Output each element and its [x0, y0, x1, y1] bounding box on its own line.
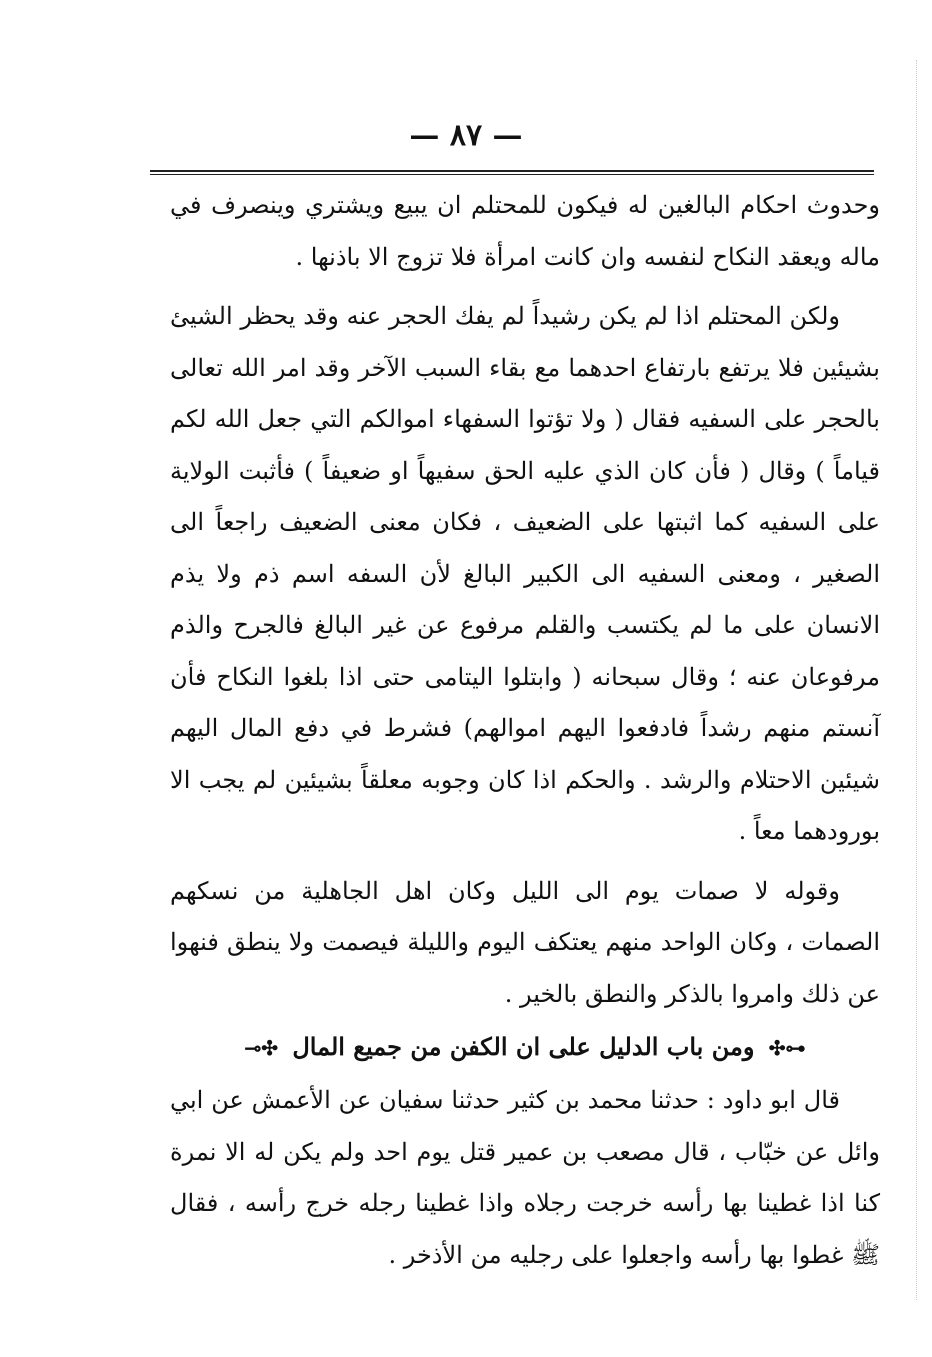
ornament-right-icon: ⊷✣: [768, 1036, 806, 1060]
ornament-left-icon: ✣⊸: [244, 1036, 278, 1060]
header-rule-thin: [150, 174, 874, 175]
paragraph-gap: [170, 283, 880, 291]
body-text: [170, 180, 880, 1281]
page-edge-shadow: [916, 60, 918, 1300]
header-rule: [150, 170, 874, 172]
paragraph-silence: وقوله لا صمات يوم الى الليل وكان اهل الجاهلية من نسكهم الصمات ، وكان الواحد منهم يعتكف اليوم والليلة فيصمت ولا ينطق فنهوا عن ذلك وامروا بالذكر والنطق بالخير .: [170, 876, 880, 1008]
paragraph-guardianship: ولكن المحتلم اذا لم يكن رشيداً لم يفك الحجر عنه وقد يحظر الشيئ بشيئين فلا يرتفع بارتفاع احدهما مع بقاء السبب الآخر وقد امر الله تعالى بالحجر على السفيه فقال ( ولا تؤتوا السفهاء اموالكم التي جعل الله لكم قياماً ) وقال ( فأن كان الذي عليه الحق سفيهاً او ضعيفاً ) فأثبت الولاية على السفيه كما اثبتها على الضعيف ، فكان معنى الضعيف راجعاً الى الصغير ، ومعنى السفيه الى الكبير البالغ لأن السفه اسم ذم ولا يذم الانسان على ما لم يكتسب والقلم مرفوع عن غير البالغ فالجرح والذم مرفوعان عنه ؛ وقال سبحانه ( وابتلوا اليتامى حتى اذا بلغوا النكاح فأن آنستم منهم رشداً فادفعوا اليهم اموالهم) فشرط في دفع المال اليهم شيئين الاحتلام والرشد . والحكم اذا كان وجوبه معلقاً بشيئين لم يجب الا بورودهما معاً .: [170, 302, 880, 845]
paragraph-hadith-shroud: قال ابو داود : حدثنا محمد بن كثير حدثنا سفيان عن الأعمش عن ابي وائل عن خبّاب ، قال مصعب بن عمير قتل يوم احد ولم يكن له الا نمرة كنا اذا غطينا بها رأسه خرجت رجلاه واذا غطينا رجله خرج رأسه ، فقال ﷺ غطوا بها رأسه واجعلوا على رجليه من الأذخر .: [170, 1086, 880, 1269]
section-heading: [170, 1020, 880, 1075]
paragraph-adulthood-rulings: وحدوث احكام البالغين له فيكون للمحتلم ان يبيع ويشتري وينصرف في ماله ويعقد النكاح لنفسه وان كانت امرأة فلا تزوج الا باذنها .: [170, 191, 881, 271]
paragraph-gap: [170, 858, 880, 866]
page-number: — ٨٧ —: [409, 118, 523, 153]
section-heading-text: ومن باب الدليل على ان الكفن من جميع المال: [292, 1032, 755, 1061]
